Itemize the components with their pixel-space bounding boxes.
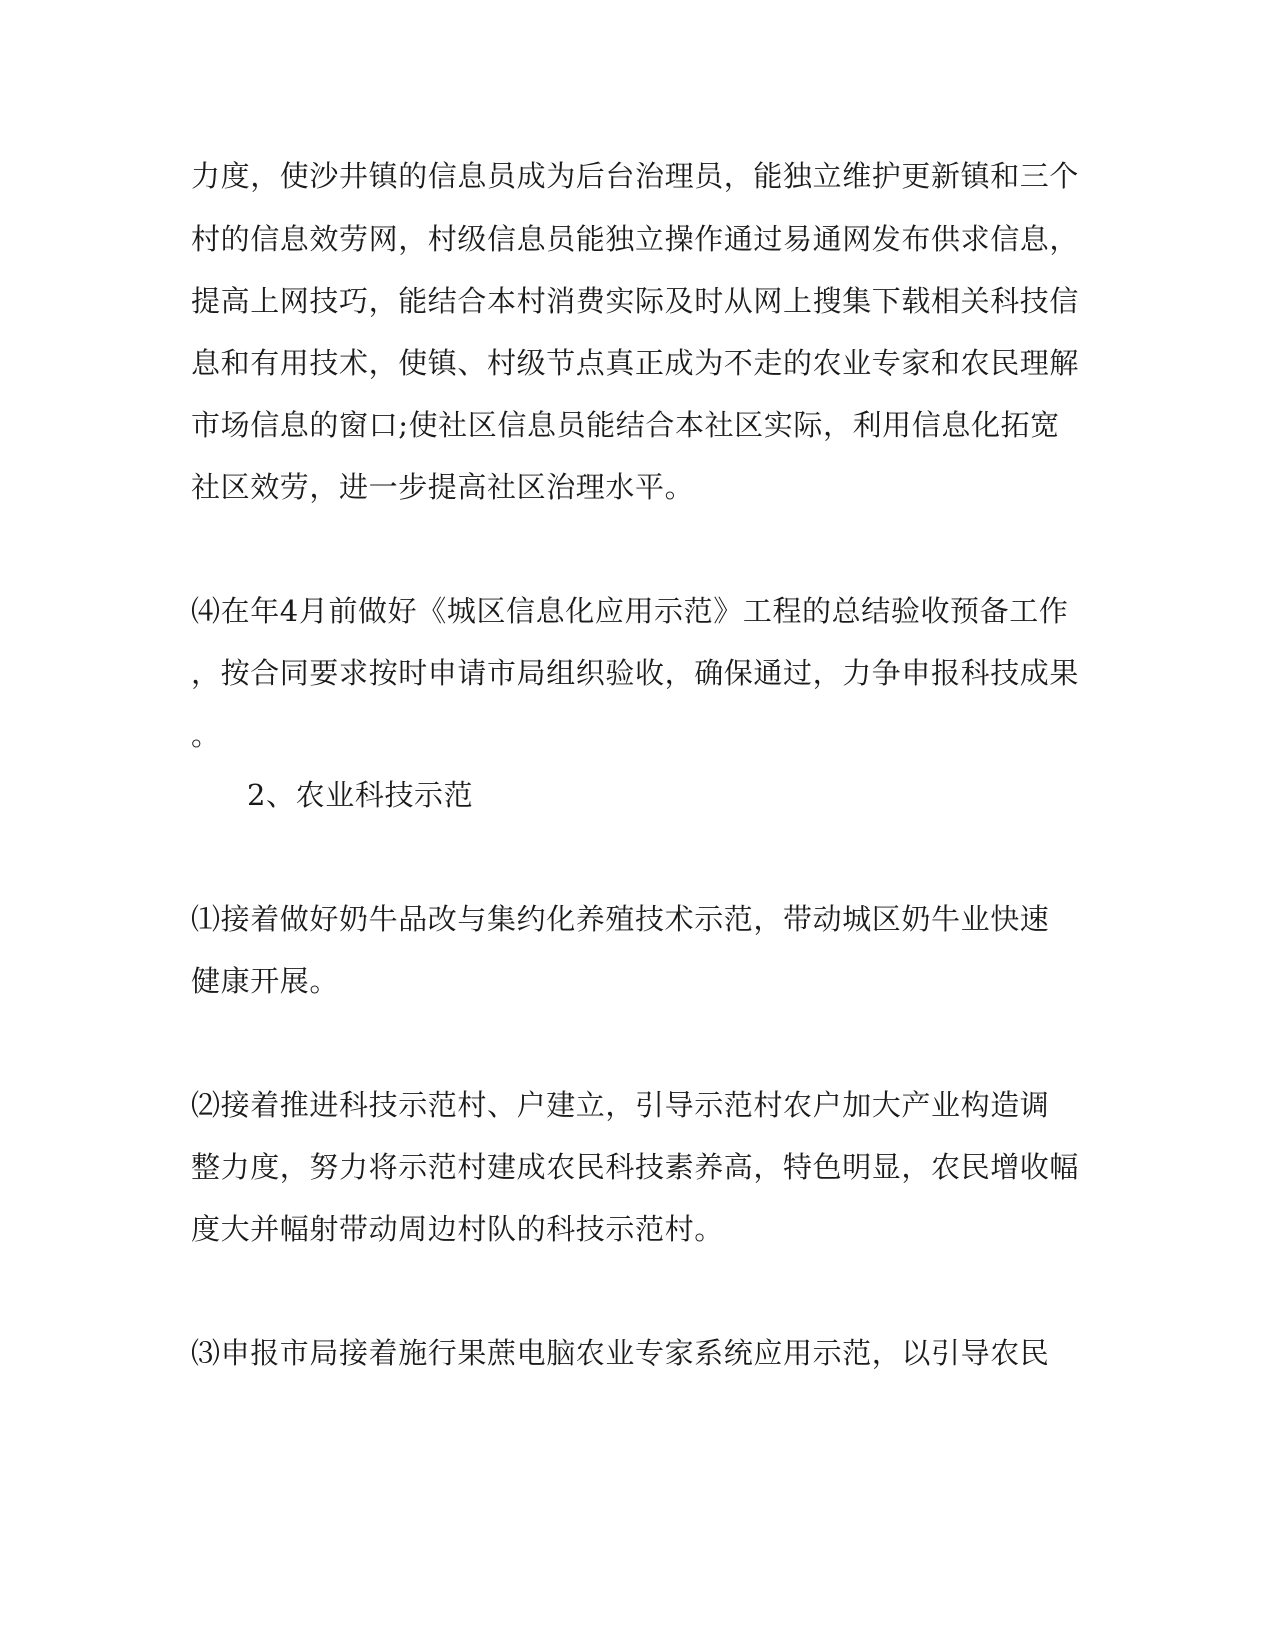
paragraph-line: 村的信息效劳网，村级信息员能独立操作通过易通网发布供求信息，: [191, 222, 1080, 256]
paragraph-line: 息和有用技术，使镇、村级节点真正成为不走的农业专家和农民理解: [191, 346, 1080, 380]
paragraph-line: 。: [191, 718, 221, 752]
paragraph-line: 市场信息的窗口;使社区信息员能结合本社区实际，利用信息化拓宽: [191, 408, 1060, 442]
paragraph-line: ，按合同要求按时申请市局组织验收，确保通过，力争申报科技成果: [191, 656, 1080, 690]
section-heading: 2、农业科技示范: [247, 778, 474, 812]
paragraph-line: ⑷在年4月前做好《城区信息化应用示范》工程的总结验收预备工作: [191, 594, 1069, 628]
paragraph-line: 整力度，努力将示范村建成农民科技素养高，特色明显，农民增收幅: [191, 1150, 1080, 1184]
paragraph-line: 度大并幅射带动周边村队的科技示范村。: [191, 1212, 724, 1246]
paragraph-line: 社区效劳，进一步提高社区治理水平。: [191, 470, 695, 504]
paragraph-line: ⑶申报市局接着施行果蔗电脑农业专家系统应用示范，以引导农民: [191, 1336, 1050, 1370]
paragraph-line: 提高上网技巧，能结合本村消费实际及时从网上搜集下载相关科技信: [191, 284, 1080, 318]
paragraph-line: ⑴接着做好奶牛品改与集约化养殖技术示范，带动城区奶牛业快速: [191, 902, 1050, 936]
paragraph-line: 健康开展。: [191, 964, 340, 998]
paragraph-line: 力度，使沙井镇的信息员成为后台治理员，能独立维护更新镇和三个: [191, 159, 1080, 193]
paragraph-line: ⑵接着推进科技示范村、户建立，引导示范村农户加大产业构造调: [191, 1088, 1050, 1122]
